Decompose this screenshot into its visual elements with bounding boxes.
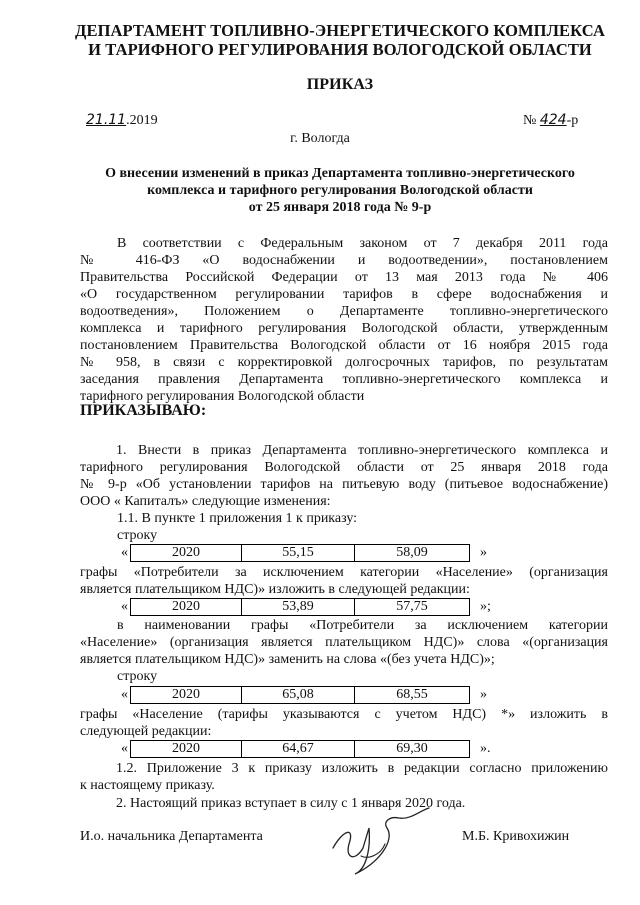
title-line: О внесении изменений в приказ Департамента топливно-энергетического [105,166,575,181]
item-1-line: ООО « Капиталъ» следующие изменения: [80,494,331,509]
item-1-1: 1.1. В пункте 1 приложения 1 к приказу: [117,511,358,526]
table-cell-value: 53,89 [242,599,355,616]
table-row [131,545,470,562]
date-handwritten: 21.11 [86,112,127,128]
paragraph-line: является плательщиком НДС)» заменить на слова «(без учета НДС)»; [80,652,495,667]
row-word: строку [117,528,158,543]
paragraph-line: следующей редакции: [80,724,212,739]
item-2: 2. Настоящий приказ вступает в силу с 1 января 2020 года. [116,796,466,811]
org-name-line2: И ТАРИФНОГО РЕГУЛИРОВАНИЯ ВОЛОГОДСКОЙ ОБЛАСТИ [88,40,592,59]
table-cell-year: 2020 [131,741,242,758]
value-table-2 [130,598,470,616]
value-table-4 [130,740,470,758]
signer-position: И.о. начальника Департамента [80,829,263,844]
quote-open: « [121,599,128,614]
quote-open: « [121,545,128,560]
paragraph-line: является плательщиком НДС)» изложить в следующей редакции: [80,582,470,597]
item-1 [80,442,608,510]
item-1-line: № 9-р «Об установлении тарифов на питьевую воду (питьевое водоснабжение) [80,477,608,492]
preamble [80,235,608,405]
table-cell-value: 57,75 [355,599,470,616]
signer-name: М.Б. Кривохижин [462,829,570,844]
row-word: строку [117,669,158,684]
preamble-line: № 958, в связи с корректировкой долгосрочных тарифов, по результатам [80,355,608,370]
quote-close: »; [480,599,491,614]
quote-close: » [480,687,487,702]
preamble-line: «О государственном регулировании тарифов в сфере водоснабжения и [80,287,608,302]
item-1-line: 1. Внести в приказ Департамента топливно-энергетического комплекса и [116,443,608,458]
table-cell-value: 58,09 [355,545,470,562]
paragraph-line: в наименовании графы «Потребители за исключением категории [117,618,608,633]
paragraph-line: «Население» (организация является плательщиком НДС)» слова «(организация [80,635,608,650]
number-prefix: № [523,113,537,128]
quote-close: » [480,545,487,560]
table-cell-year: 2020 [131,545,242,562]
number-suffix: -р [566,113,579,128]
preamble-line: В соответствии с Федеральным законом от 7 декабря 2011 года [117,236,608,251]
table-row [131,599,470,616]
org-name-line1: ДЕПАРТАМЕНТ ТОПЛИВНО-ЭНЕРГЕТИЧЕСКОГО КОМПЛЕКСА [75,21,605,40]
preamble-line: комплекса и тарифного регулирования Вологодской области, утвержденным [80,321,608,336]
quote-open: « [121,687,128,702]
item-1-2-line: к настоящему приказу. [80,778,215,793]
preamble-line: Правительства Российской Федерации от 13 мая 2013 года № 406 [80,270,608,285]
preamble-line: тарифного регулирования Вологодской области [80,389,365,404]
doc-number [523,112,578,129]
table-row [131,687,470,704]
table-cell-value: 68,55 [355,687,470,704]
title-line: от 25 января 2018 года № 9-р [248,200,432,215]
handwritten-signature-image [325,800,435,885]
table-cell-value: 65,08 [242,687,355,704]
item-1-line: тарифного регулирования Вологодской области от 25 января 2018 года [80,460,608,475]
paragraph-a [80,564,608,598]
quote-close: ». [480,741,491,756]
paragraph-line: графы «Население (тарифы указываются с учетом НДС) *» изложить в [80,707,608,722]
quote-open: « [121,741,128,756]
doc-title [60,165,620,216]
title-line: комплекса и тарифного регулирования Вологодской области [147,183,533,198]
item-1-2-line: 1.2. Приложение 3 к приказу изложить в редакции согласно приложению [116,761,608,776]
number-handwritten: 424 [539,112,567,128]
doc-city: г. Вологда [290,131,350,146]
paragraph-b [80,617,608,668]
table-cell-value: 55,15 [242,545,355,562]
preamble-line: постановлением Правительства Вологодской области от 16 ноября 2015 года [80,338,608,353]
table-cell-year: 2020 [131,687,242,704]
table-cell-value: 69,30 [355,741,470,758]
table-row [131,741,470,758]
preamble-line: заседания правления Департамента топливно-энергетического комплекса и [80,372,608,387]
doc-date [86,112,158,129]
date-year: .2019 [126,113,158,128]
value-table-3 [130,686,470,704]
preamble-line: № 416-ФЗ «О водоснабжении и водоотведении», постановлением [80,253,608,268]
doc-type: ПРИКАЗ [306,76,374,93]
item-1-2 [80,760,608,794]
table-cell-year: 2020 [131,599,242,616]
value-table-1 [130,544,470,562]
paragraph-c [80,706,608,740]
table-cell-value: 64,67 [242,741,355,758]
order-word: ПРИКАЗЫВАЮ: [80,402,207,419]
preamble-line: водоотведения», Положением о Департаменте топливно-энергетического [80,304,608,319]
paragraph-line: графы «Потребители за исключением категории «Население» (организация [80,565,608,580]
